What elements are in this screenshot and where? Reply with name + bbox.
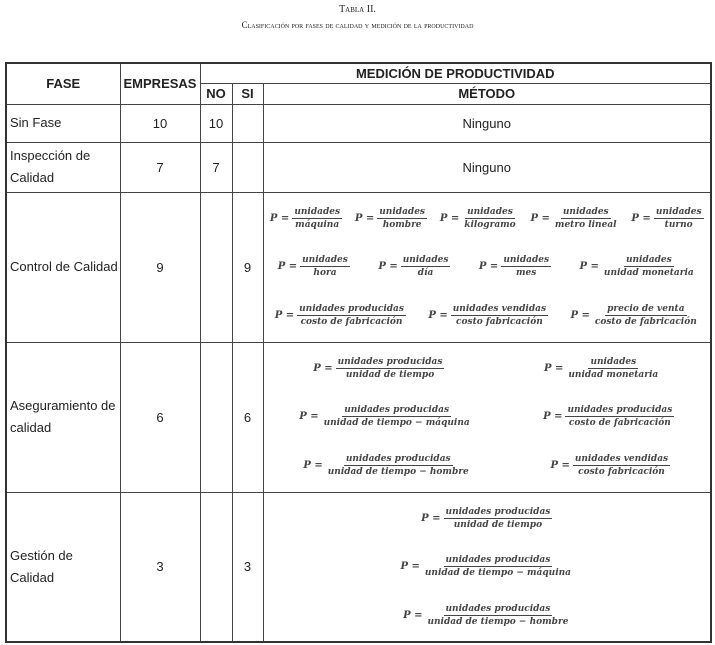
cell-no [200, 342, 232, 492]
numerator: unidades [379, 206, 425, 217]
numerator: unidades vendidas [574, 454, 669, 465]
header-fase: FASE [6, 63, 120, 104]
denominator: turno [664, 219, 693, 230]
formula-symbol: P = [269, 212, 290, 224]
denominator: unidad monetaria [568, 369, 659, 380]
formula [378, 255, 450, 278]
header-empresas: EMPRESAS [120, 63, 200, 104]
fraction [451, 304, 548, 327]
formula-row [264, 405, 711, 428]
formula-symbol: P = [299, 411, 319, 423]
denominator: unidad de tiempo − hombre [427, 616, 569, 627]
cell-si: 3 [232, 492, 263, 642]
fraction [336, 357, 445, 380]
formula-symbol: P = [543, 411, 563, 423]
table-row [6, 342, 711, 492]
formula-row [264, 357, 711, 380]
cell-metodo: Ninguno [263, 142, 711, 192]
denominator: kilogramo [464, 219, 516, 230]
fraction [377, 207, 427, 230]
formula [550, 454, 670, 477]
formula-symbol: P = [579, 261, 599, 273]
fraction [297, 304, 406, 327]
header-no: NO [200, 83, 232, 104]
denominator: costo de fabricación [300, 317, 403, 328]
numerator: unidades producidas [445, 506, 551, 517]
formula [270, 207, 342, 230]
numerator: unidades [294, 206, 341, 217]
formula [355, 207, 427, 230]
formula [400, 555, 573, 578]
denominator: mes [516, 268, 537, 279]
numerator: unidades [467, 206, 513, 217]
denominator: unidad de tiempo − hombre [327, 467, 469, 478]
fraction [423, 555, 573, 578]
formula-symbol: P = [403, 609, 423, 621]
numerator: unidades vendidas [452, 304, 547, 315]
cell-metodo [263, 342, 711, 492]
numerator: unidades [503, 255, 550, 266]
formula-row [264, 555, 711, 578]
numerator: unidades [655, 206, 702, 217]
denominator: costo de fabricación [568, 418, 671, 429]
denominator: hora [313, 268, 337, 279]
formula [479, 255, 551, 278]
formula [580, 255, 696, 278]
cell-si [232, 104, 263, 142]
cell-fase: Inspección de Calidad [6, 142, 120, 192]
formula-row [264, 604, 711, 627]
cell-empresas: 3 [120, 492, 200, 642]
denominator: costo de fabricación [594, 317, 697, 328]
numerator: unidades producidas [445, 603, 551, 614]
formula [543, 405, 674, 428]
denominator: hombre [382, 219, 422, 230]
header-si: SI [232, 83, 263, 104]
fraction [444, 507, 553, 530]
formula [428, 304, 548, 327]
fraction [462, 207, 517, 230]
formula [313, 357, 444, 380]
denominator: unidad monetaria [603, 268, 694, 279]
cell-empresas: 6 [120, 342, 200, 492]
fraction [593, 304, 699, 327]
denominator: unidad de tiempo [345, 369, 435, 380]
formula [275, 304, 406, 327]
formula-list [264, 494, 711, 640]
cell-fase: Sin Fase [6, 104, 120, 142]
formula [421, 507, 552, 530]
fraction [553, 207, 619, 230]
cell-si: 9 [232, 192, 263, 342]
header-medicion: MEDICIÓN DE PRODUCTIVIDAD [200, 63, 711, 83]
formula [544, 357, 660, 380]
numerator: unidades [302, 255, 348, 266]
formula-symbol: P = [277, 261, 298, 273]
formula-symbol: P = [530, 212, 550, 224]
numerator: unidades producidas [299, 304, 404, 315]
numerator: unidades producidas [337, 356, 443, 367]
formula [299, 405, 472, 428]
cell-metodo [263, 192, 711, 342]
formula-symbol: P = [631, 212, 651, 224]
fraction [425, 604, 570, 627]
numerator: unidades [590, 356, 637, 367]
fraction [300, 255, 350, 278]
fraction [401, 255, 451, 278]
numerator: unidades producidas [567, 405, 673, 416]
formula-symbol: P = [303, 460, 323, 472]
table-row [6, 492, 711, 642]
formula-symbol: P = [274, 310, 295, 322]
formula [303, 454, 470, 477]
denominator: día [417, 268, 434, 279]
formula-symbol: P = [428, 310, 448, 322]
formula-symbol: P = [478, 261, 499, 273]
numerator: unidades [625, 255, 672, 266]
cell-empresas: 7 [120, 142, 200, 192]
formula-symbol: P = [400, 561, 420, 573]
formula-row [264, 454, 711, 477]
denominator: costo fabricación [456, 317, 543, 328]
fraction [566, 357, 660, 380]
denominator: metro lineal [554, 219, 617, 230]
formula-symbol: P = [543, 362, 564, 374]
cell-metodo: Ninguno [263, 104, 711, 142]
table-row [6, 142, 711, 192]
formula [531, 207, 619, 230]
cell-no [200, 192, 232, 342]
header-metodo: MÉTODO [263, 83, 711, 104]
formula-symbol: P = [421, 512, 441, 524]
denominator: unidad de tiempo − máquina [323, 418, 470, 429]
formula [570, 304, 698, 327]
cell-empresas: 10 [120, 104, 200, 142]
table-row [6, 104, 711, 142]
numerator: unidades producidas [445, 555, 551, 566]
formula-symbol: P = [570, 310, 590, 322]
cell-fase: Aseguramiento de calidad [6, 342, 120, 492]
cell-no: 7 [200, 142, 232, 192]
formula-symbol: P = [439, 212, 460, 224]
cell-metodo [263, 492, 711, 642]
numerator: unidades [402, 255, 449, 266]
table-row [6, 192, 711, 342]
fraction [326, 454, 471, 477]
formula-symbol: P = [354, 212, 375, 224]
fraction [602, 255, 696, 278]
numerator: precio de venta [607, 304, 685, 315]
formula-list [264, 344, 711, 490]
cell-si: 6 [232, 342, 263, 492]
cell-empresas: 9 [120, 192, 200, 342]
table-label: Tabla II. [339, 4, 376, 15]
formula [631, 207, 703, 230]
fraction [322, 405, 472, 428]
denominator: costo fabricación [578, 467, 665, 478]
denominator: unidad de tiempo − máquina [424, 568, 571, 579]
numerator: unidades producidas [345, 454, 451, 465]
fraction [565, 405, 674, 428]
formula-row [264, 255, 711, 278]
formula-symbol: P = [313, 362, 333, 374]
cell-fase: Control de Calidad [6, 192, 120, 342]
productivity-table [5, 62, 712, 643]
formula-row [264, 507, 711, 530]
numerator: unidades producidas [344, 405, 450, 416]
fraction [573, 454, 670, 477]
cell-fase: Gestión de Calidad [6, 492, 120, 642]
formula-symbol: P = [378, 261, 398, 273]
formula-row [264, 207, 711, 230]
numerator: unidades [562, 206, 609, 217]
formula-symbol: P = [550, 460, 570, 472]
cell-si [232, 142, 263, 192]
formula-row [264, 304, 711, 327]
denominator: máquina [295, 219, 340, 230]
table-title: Clasificación por fases de calidad y medición de la productividad [241, 20, 474, 30]
formula-list [264, 194, 711, 340]
cell-no [200, 492, 232, 642]
fraction [654, 207, 704, 230]
formula [278, 255, 350, 278]
formula [403, 604, 570, 627]
cell-no: 10 [200, 104, 232, 142]
fraction [501, 255, 551, 278]
denominator: unidad de tiempo [453, 519, 543, 530]
fraction [292, 207, 342, 230]
formula [440, 207, 518, 230]
